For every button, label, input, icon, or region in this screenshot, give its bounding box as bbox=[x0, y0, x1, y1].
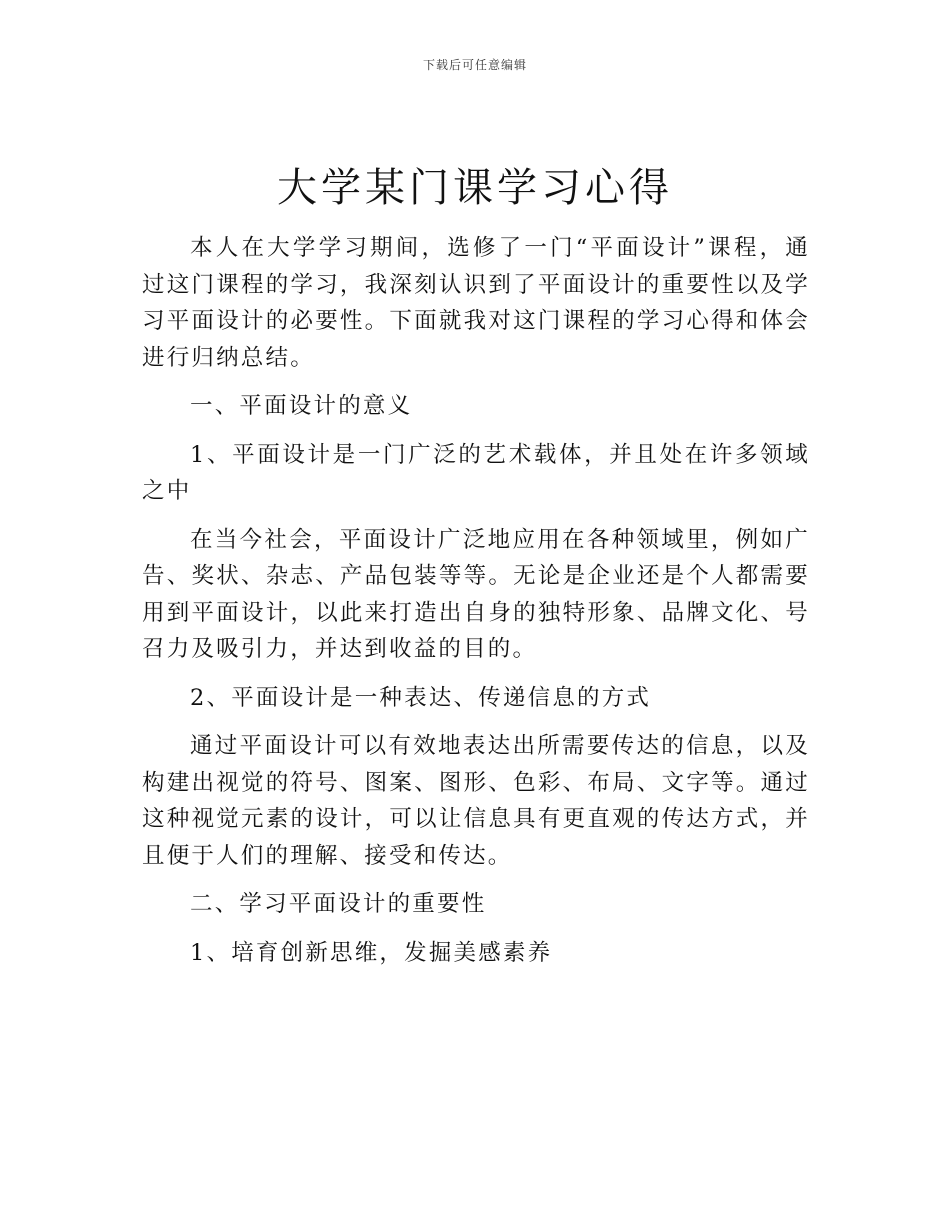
header-note: 下载后可任意编辑 bbox=[422, 58, 527, 72]
paragraph-1-1: 在当今社会，平面设计广泛地应用在各种领域里，例如广告、奖状、杂志、产品包装等等。无论是企业还是个人都需要用到平面设计，以此来打造出自身的独特形象、品牌文化、号召力及吸引力，并达到收益的目的。 bbox=[142, 526, 810, 662]
subheading-1-2: 2、平面设计是一种表达、传递信息的方式 bbox=[190, 684, 652, 711]
section-heading-1: 一、平面设计的意义 bbox=[190, 393, 413, 419]
paragraph-1-2: 通过平面设计可以有效地表达出所需要传达的信息，以及构建出视觉的符号、图案、图形、色彩、布局、文字等。通过这种视觉元素的设计，可以让信息具有更直观的传达方式，并且便于人们的理解、接受和传达。 bbox=[142, 733, 810, 869]
subheading-2-1: 1、培育创新思维，发掘美感素养 bbox=[190, 939, 553, 966]
section-heading-2: 二、学习平面设计的重要性 bbox=[190, 891, 487, 917]
intro-paragraph: 本人在大学学习期间，选修了一门“平面设计”课程，通过这门课程的学习，我深刻认识到了平面设计的重要性以及学习平面设计的必要性。下面就我对这门课程的学习心得和体会进行归纳总结。 bbox=[142, 235, 810, 371]
subheading-1-1: 1、平面设计是一门广泛的艺术载体，并且处在许多领域之中 bbox=[142, 441, 810, 504]
document-body bbox=[142, 230, 810, 983]
page-title: 大学某门课学习心得 bbox=[277, 165, 673, 211]
